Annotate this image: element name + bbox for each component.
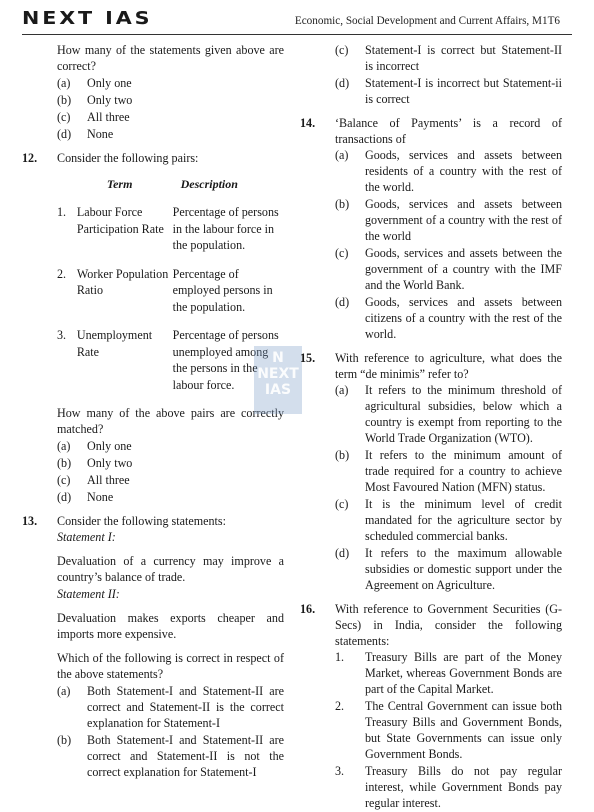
question-stem: With reference to Government Securities (G-Secs) in India, consider the following statements:: [335, 602, 562, 648]
pair-term: Unemployment Rate: [76, 328, 153, 359]
option-label: (c): [57, 473, 71, 487]
option: [22, 683, 284, 731]
option-text: All three: [87, 110, 130, 124]
option: [300, 447, 562, 495]
header-divider: [22, 34, 572, 35]
option-text: All three: [87, 473, 130, 487]
question-12: [22, 150, 284, 166]
statement-label: 3.: [335, 764, 345, 778]
description-header: Description: [180, 177, 238, 191]
option-text: Only one: [87, 439, 132, 453]
statement-item: [300, 649, 562, 697]
statement-label: 1.: [335, 650, 345, 664]
option-label: (d): [335, 76, 350, 90]
question-number: 12.: [22, 151, 38, 165]
option-text: Goods, services and assets between the government of a country with the IMF and the World Bank.: [365, 246, 562, 292]
question-stem: ‘Balance of Payments’ is a record of transactions of: [335, 116, 562, 146]
pair-term: Labour Force Participation Rate: [76, 205, 164, 236]
question-stem: With reference to agriculture, what does the term “de minimis” refer to?: [335, 351, 562, 381]
q12-options: [22, 438, 284, 505]
option-text: It refers to the minimum threshold of agricultural subsidies, below which a country is exempt from reporting to the World Trade Organization (WTO).: [365, 383, 562, 445]
option: [22, 732, 284, 780]
table-row: [57, 266, 284, 328]
option-label: (a): [335, 148, 349, 162]
option: [300, 147, 562, 195]
option: [300, 245, 562, 293]
option-text: Both Statement-I and Statement-II are correct and Statement-II is not the correct explanation for Statement-I: [87, 733, 284, 779]
option-label: (a): [57, 684, 71, 698]
option-text: It refers to the maximum allowable subsidies or domestic support under the Agreement on Agriculture.: [365, 546, 562, 592]
question-15: [300, 350, 562, 382]
option-text: Both Statement-I and Statement-II are correct and Statement-II is the correct explanation for Statement-I: [87, 684, 284, 730]
question-number: 13.: [22, 514, 38, 528]
q11-options: [22, 75, 284, 142]
option: [22, 438, 284, 454]
pair-number: 3.: [57, 328, 67, 342]
question-stem: Consider the following statements:: [57, 514, 226, 528]
statement-label: 2.: [335, 699, 345, 713]
option-label: (a): [57, 439, 71, 453]
option: [300, 75, 562, 107]
question-stem: Consider the following pairs:: [57, 151, 199, 165]
option-label: (b): [57, 733, 72, 747]
statement-1-text: Devaluation of a currency may improve a country’s balance of trade.: [57, 554, 284, 584]
table-row: [57, 327, 284, 405]
question-number: 14.: [300, 116, 316, 130]
option: [22, 455, 284, 471]
option: [22, 92, 284, 108]
question-number: 15.: [300, 351, 316, 365]
left-column: [22, 42, 284, 781]
option-text: None: [87, 127, 114, 141]
option-text: Statement-I is incorrect but Statement-ii is correct: [365, 76, 562, 106]
option-text: Statement-I is correct but Statement-II is incorrect: [365, 43, 562, 73]
question-14: [300, 115, 562, 147]
statement-1-label: Statement I:: [57, 530, 116, 544]
table-row: [57, 204, 284, 266]
question-13: [22, 513, 284, 529]
term-header: Term: [106, 177, 133, 191]
pair-description: Percentage of employed persons in the population.: [172, 266, 273, 314]
question-16: [300, 601, 562, 649]
option: [300, 42, 562, 74]
option-label: (a): [335, 383, 349, 397]
option: [22, 489, 284, 505]
statement-text: Treasury Bills do not pay regular interest, while Government Bonds pay regular interest.: [365, 764, 562, 810]
option-label: (c): [335, 43, 349, 57]
option-label: (d): [335, 295, 350, 309]
option-text: Goods, services and assets between government of a country with the rest of the world: [365, 197, 562, 243]
page-header-title: Economic, Social Development and Current Affairs, M1T6: [294, 15, 560, 27]
option-label: (c): [335, 246, 349, 260]
option-label: (d): [57, 490, 72, 504]
option-label: (b): [335, 197, 350, 211]
option: [22, 126, 284, 142]
option: [300, 545, 562, 593]
option-label: (b): [335, 448, 350, 462]
option-text: None: [87, 490, 114, 504]
option-label: (b): [57, 456, 72, 470]
pairs-table: [57, 172, 284, 405]
option: [22, 109, 284, 125]
statement-text: Treasury Bills are part of the Money Market, whereas Government Bonds are part of the Capital Market.: [365, 650, 562, 696]
statement-2-text: Devaluation makes exports cheaper and imports more expensive.: [57, 611, 284, 641]
brand-logo: NEXT IAS: [22, 8, 153, 29]
option-label: (d): [335, 546, 350, 560]
option-text: Only one: [87, 76, 132, 90]
option-text: It is the minimum level of credit mandated for the agriculture sector by scheduled commercial banks.: [365, 497, 562, 543]
option-text: Goods, services and assets between residents of a country with the rest of the world.: [365, 148, 562, 194]
option: [300, 382, 562, 446]
right-column: [300, 42, 562, 812]
statement-text: The Central Government can issue both Treasury Bills and Government Bonds, but State Governments can issue only Government Bonds.: [365, 699, 562, 761]
option: [22, 75, 284, 91]
option-text: Goods, services and assets between citizens of a country with the rest of the world.: [365, 295, 562, 341]
option: [300, 496, 562, 544]
pair-number: 2.: [57, 266, 67, 281]
pair-term: Worker Population Ratio: [76, 266, 169, 297]
option-label: (c): [57, 110, 71, 124]
option-label: (a): [57, 76, 71, 90]
option-text: Only two: [87, 93, 133, 107]
pair-description: Percentage of persons in the labour force in the population.: [172, 205, 279, 252]
q13-question: Which of the following is correct in respect of the above statements?: [57, 651, 284, 681]
pair-number: 1.: [57, 205, 67, 219]
statement-2-label: Statement II:: [57, 587, 120, 601]
option: [22, 472, 284, 488]
statement-item: [300, 763, 562, 811]
watermark-logo: N NEXT IAS: [254, 346, 302, 414]
statement-item: [300, 698, 562, 762]
pair-description: Percentage of persons unemployed among the persons in the labour force.: [172, 328, 279, 392]
option: [300, 294, 562, 342]
option-label: (b): [57, 93, 72, 107]
q12-question: How many of the above pairs are correctly matched?: [57, 406, 284, 436]
option: [300, 196, 562, 244]
option-text: Only two: [87, 456, 133, 470]
option-text: It refers to the minimum amount of trade required for a country to achieve Most Favoured Nation (MFN) status.: [365, 448, 562, 494]
option-label: (d): [57, 127, 72, 141]
q11-question: How many of the statements given above are correct?: [57, 43, 284, 73]
question-number: 16.: [300, 602, 316, 616]
option-label: (c): [335, 497, 349, 511]
